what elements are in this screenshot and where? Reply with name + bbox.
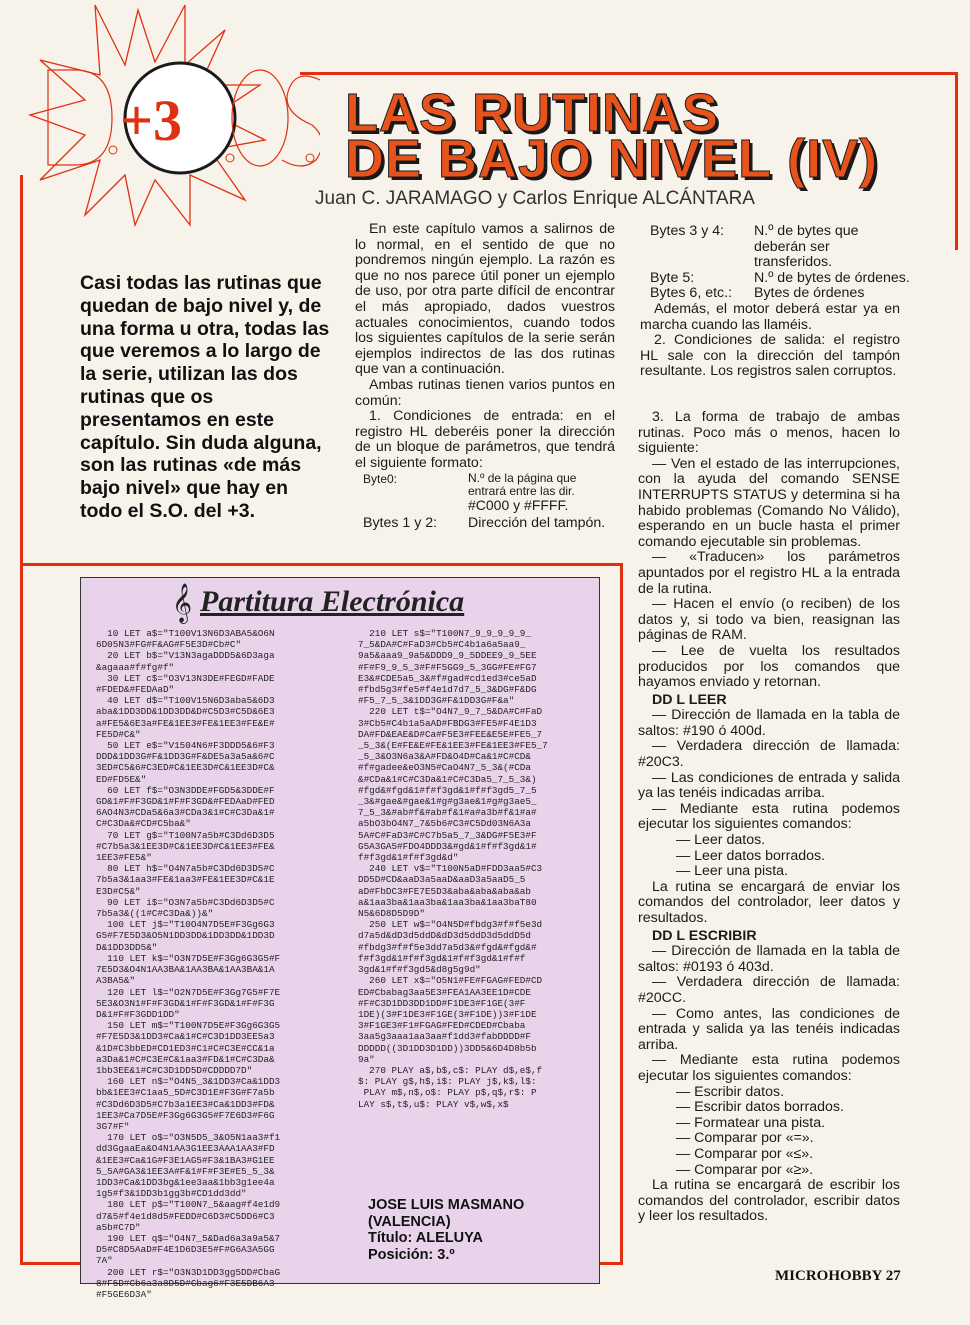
right-paragraph-4: — Ven el estado de las interrupciones, con la ayuda del comando SENSE INTERRUPTS STATUS y determina si ha habido problemas (Comando No Válido), esperando en un bucle hasta el primer comando ejecutable sin problemas.	[638, 455, 900, 550]
param-value	[468, 472, 613, 514]
right-top-paragraph-1: Además, el motor deberá estar ya en marcha cuando las llaméis.	[640, 300, 900, 333]
dos-section-logo	[20, 0, 320, 230]
right-paragraph-17: La rutina se encargará de escribir los comandos del controlador, escribir datos y leer los resultados.	[638, 1177, 900, 1225]
param-value: N.º de bytes que deberán ser transferidos.	[754, 223, 859, 271]
param-key: Bytes 6, etc.:	[650, 285, 733, 302]
right-column-top	[640, 223, 910, 380]
param-key: Bytes 1 y 2:	[363, 515, 438, 531]
right-top-paragraph-2: 2. Condiciones de salida: el registro HL sale con la dirección del tampón resultante. Los registros salen corruptos.	[640, 332, 900, 380]
badge-text: +3	[120, 88, 183, 153]
param-value-text: N.º de la página que entrará entre las dir.	[468, 470, 577, 498]
page-footer	[775, 1268, 901, 1285]
title-line-1: LAS RUTINAS	[345, 83, 719, 143]
right-paragraph-8: — Dirección de llamada en la tabla de saltos: #190 ó 400d.	[638, 707, 900, 739]
param-value: N.º de bytes de órdenes.	[754, 269, 910, 286]
param-value: Bytes de órdenes	[754, 285, 865, 302]
param-key: Byte0:	[363, 471, 398, 486]
frame-box-left	[20, 563, 23, 1265]
listing-credit: JOSE LUIS MASMANO (VALENCIA) Título: ALELUYA Posición: 3.º	[368, 1197, 525, 1263]
right-paragraph-13: — Dirección de llamada en la tabla de saltos: #0193 ó 403d.	[638, 943, 900, 975]
intro-text: Casi todas las rutinas que quedan de bajo nivel y, de una forma u otra, todas las que veremos a lo largo de la serie, utilizan las dos rutinas que os presentamos en este capítulo. Sin duda alguna, son las rutinas «de más bajo nivel» que hay en todo el S.O. del +3.	[80, 272, 330, 522]
right-paragraph-5: — «Traducen» los parámetros apuntados por el registro HL a la entrada de la rutina.	[638, 549, 900, 597]
param-key: Byte 5:	[650, 269, 695, 286]
frame-inner-edge	[620, 563, 623, 1265]
right-paragraph-9: — Verdadera dirección de llamada: #20C3.	[638, 738, 900, 771]
code-listing-right: 210 LET s$="T100N7_9_9_9_9_9_ 7_5&DA#C#FaD3#Cb5#C4b1a6a5aa9_ 9a5&aaa9_9a5&DDD9_9_5DDEE9_9_5EE #F#F9_9_5_3#F#F5GG9_5_3GG#FE#FG7 E3&#CDE5a5_3&#f#gad#cd1ed3#ce5aD #fbd5g3#fe5#f4e1d7d7_5_3&DG#F&DG #F5_7_5_3&1DD3G#F&1DD3G#F&a" 220 LET t$="O4N7_9_7_5&DA#C#FaD 3#Cb5#C4b1a5aAD#FBDG3#FE5#F4E1D3 DA#FD&EAE&D#Ca#F5E3#FEE&E5E#FE5_7 _5_3&(E#FE&E#FE&1EE3#FE&1EE3#FE5_7 _5_3&O3N6a3&A#FD&O4D#Ca&1#C#CD& #f#gadee&eO3N5#CaO4N7_5_3&(#CDa &#CDa&1#C#C3Da&1#C#C3Da5_7_5_3&) #fgd&#fgd&1#f#f3gd&1#f#f3gd5_7_5 _3&#gae&#gae&1#g#g3ae&1#g#g3ae5_ 7_5_3&#ab#f&#ab#f&1#a#a3b#f&1#a# a5bO3bO4N7_7&5b6#C3#C5Dd03N6A3a 5A#C#FaD3#C#C7b5a5_7_3&DG#F5E3#F G5A3GA5#FDO4DDD3&#gd&1#f#f3gd&1# f#f3gd&1#f#f3gd&d" 240 LET v$="T100N5aD#FDD3aa5#C3 DD5D#CD&aaD3a5aaD&aaD3a5aaD5_5 aD#FbDC3#FE7E5D3&aba&aba&aba&ab a&1aa3ba&1aa3ba&1aa3ba&1aa3baT80 N5&6D8D5D9D" 250 LET w$="O4N5D#fbdg3#f#f5e3d d7a5d&dD3d5ddD&dD3d5ddD3d5ddD5d #fbdg3#f#f5e3dd7a5d3&#fgd&#fgd&# f#f3gd&1#f#f3gd&1#f#f3gd&1#f#f 3gd&1#f#f3gd5&d8g5g9d" 260 LET x$="O5N1#FE#FGAG#FED#CD ED#Cbabag3aa5E3#FEA1AA3EE1D#CDE #F#C3D1DD3DD1DD#F1DE3#F1GE(3#F 1DE)(3#F1DE3#F1GE(3#F1DE))3#F1DE 3#F1GE3#F1#FGAG#FED#CDED#Cbaba 3aa5g3aaa1aa3aa#f1dd3#fabDDDD#F DDDDD((3D1DD3D1DD))3DD5&6D4D8b5b 9a" 270 PLAY a$,b$,c$: PLAY d$,e$,f $: PLAY g$,h$,i$: PLAY j$,k$,l$: PLAY m$,n$,o$: PLAY p$,q$,r$: P LAY s$,t$,u$: PLAY v$,w$,x$	[358, 628, 548, 1110]
treble-clef-icon: 𝄞	[172, 583, 193, 623]
mid-paragraph-3: 1. Condiciones de entrada: en el registro HL deberéis poner la dirección de un bloque de parámetros, que tendrá el siguiente formato:	[355, 408, 615, 471]
partitura-title: Partitura Electrónica	[200, 585, 465, 618]
list-item: — Escribir datos.	[676, 1083, 785, 1100]
page-number: 27	[885, 1268, 901, 1284]
right-paragraph-16: — Mediante esta rutina podemos ejecutar los siguientes comandos:	[638, 1052, 900, 1084]
list-item: — Leer una pista.	[676, 863, 788, 880]
list-item: — Formatear una pista.	[676, 1114, 826, 1131]
magazine-name: MICROHOBBY	[775, 1268, 882, 1284]
middle-column	[355, 222, 615, 532]
param-table-2	[650, 224, 910, 302]
mid-paragraph-2: Ambas rutinas tienen varios puntos en común:	[355, 376, 615, 409]
list-item: — Comparar por «=».	[676, 1130, 814, 1147]
param-table-1	[363, 472, 613, 532]
list-item: — Escribir datos borrados.	[676, 1099, 844, 1116]
right-paragraph-11: — Mediante esta rutina podemos ejecutar los siguientes comandos:	[638, 800, 900, 833]
list-item: — Comparar por «≤».	[676, 1145, 814, 1162]
param-value-range: #C000 y #FFFF.	[468, 496, 569, 513]
right-paragraph-12: La rutina se encargará de enviar los comandos del controlador, leer datos y resultados.	[638, 878, 900, 926]
subheading-escribir: DD L ESCRIBIR	[652, 927, 757, 944]
code-listing-left: 10 LET a$="T100V13N6D3ABA5&O6N 6D05N3#FG#F&AG#F5E3D#Cb#C" 20 LET b$="V13N3agaDDD5&6D3aga &agaaa#f#fg#f" 30 LET c$="O3V13N3DE#FEGD#FADE #FDED&#FEDAaD" 40 LET d$="T100V15N6D3aba5&6D3 aba&1DD3DD&1DD3DD&D#C5D3#C5D&6E3 a#FE5&6E3a#FE&1EE3#FE&1EE3#FE&E# FE5D#C&" 50 LET e$="V1504N6#F3DDD5&6#F3 DDD&1DD3G#F&1DD3G#F&DE5a3a5a&6#C 3ED#C5&6#C3ED#C&1EE3D#C&1EE3D#C& ED#FD5E&" 60 LET f$="O3N3DDE#FGD5&3DDE#F GD&1#F#F3GD&1#F#F3GD&#FEDAaD#FED 6AO4N3#CDa5&6a3#CDa3&1#C#C3Da&1# C#C3Da&#CD#C5ba&" 70 LET g$="T100N7a5b#C3Dd6D3D5 #C7b5a3&1EE3D#C&1EE3D#C&1EE3#FE& 1EE3#FE5&" 80 LET h$="O4N7a5b#C3Dd6D3D5#C 7b5a3&1aa3#FE&1aa3#FE&1EE3D#C&1E E3D#C5&" 90 LET i$="O3N7a5b#C3Dd6D3D5#C 7b5a3&((1#C#C3Da&))&" 100 LET j$="T10O4N7D5E#F3Gg6G3 G5#F7E5D3&O5N1DD3DD&1DD3DD&1DD3D D&1DD3DD5&" 110 LET k$="O3N7D5E#F3Gg6G3G5#F 7E5D3&O4N1AA3BA&1AA3BA&1AA3BA&1A A3BA5&" 120 LET l$="O2N7D5E#F3Gg7G5#F7E 5E3&O3N1#F#F3GD&1#F#F3GD&1#F#F3G D&1#F#F3GDD1DD" 150 LET m$="T100N7D5E#F3Gg6G3G5 #F7E5D3&1DD3#Ca&1#C#C3D1DD3EE5a3 &1D#C3bbED#CD1ED3#C1#C#C3E#CC&1a a3Da&1#C#C3E#C&1aa3#FD&1#C#C3Da& 1bb3EE&1#C#C3D1DD5D#CDDDD7D" 160 LET n$="O4N5_3&1DD3#Ca&1DD3 bb&1EE3#C1aa5_5D#C3D1E#F3G#F7a5b #C3Dd6D3D5#C7b3a1EE3#Ca&1DD3#FD& 1EE3#Ca7D5E#F3Gg6G3G5#F7E6D3#F6G 3G7#F" 170 LET o$="O3N5D5_3&O5N1aa3#f1 dd3GgaaEa&O4N1AA3G1EE3AAA1AA3#FD &1EE3#Ca&1G#F3E1AG5#F3&1BA3#G1EE 5_5A#GA3&1EE3A#F&1#F#F3E#E5_5_3& 1DD3#Ca&1DD3bg&1ee3aa&1bb3g1ee4a 1g5#f3&1DD3b1gg3b#CD1dd3dd" 180 LET p$="T100N7_5&aag#f4e1d9 d7&5#f4e1d8d5#FEDD#C6D3#C5DD6#C3 a5b#C7D" 190 LET q$="O4N7_5&Dad6a3a9a5&7 D5#C8D5AaD#F4E1D6D3E5#F#G6A3A5GG 7A" 200 LET r$="O3N3D1DD3gg5DD#CbaG 8#F5D#Cb6a3a8D5D#Cbag6#F3E5DB6A3 #F5GE6D3A"	[96, 628, 281, 1300]
frame-right-edge	[955, 72, 958, 250]
right-paragraph-3: 3. La forma de trabajo de ambas rutinas. Poco más o menos, hacen lo siguiente:	[638, 409, 900, 457]
authors-byline: Juan C. JARAMAGO y Carlos Enrique ALCÁNTARA	[315, 188, 755, 209]
subheading-leer: DD L LEER	[652, 691, 727, 708]
title-line-2: DE BAJO NIVEL (IV)	[345, 129, 879, 189]
right-paragraph-6: — Hacen el envío (o reciben) de los datos y, si todo va bien, reasignan las páginas de RAM.	[638, 596, 900, 644]
frame-left-edge	[20, 175, 23, 565]
list-item: — Leer datos.	[676, 832, 766, 849]
frame-mid-rule	[20, 563, 623, 566]
right-column	[638, 410, 900, 1225]
right-paragraph-15: — Como antes, las condiciones de entrada y salida ya las tenéis indicadas arriba.	[638, 1005, 900, 1053]
right-paragraph-14: — Verdadera dirección de llamada: #20CC.	[638, 974, 900, 1006]
param-key: Bytes 3 y 4:	[650, 223, 725, 239]
list-item: — Comparar por «≥».	[676, 1161, 814, 1178]
mid-paragraph-1: En este capítulo vamos a salirnos de lo normal, en el sentido de que no pondremos ningún ejemplo. La razón es que no nos parece útil poner un ejemplo de uso, por otra parte difícil de encontrar el más apropiado, dados vuestros actuales conocimientos, cuando todos los siguientes capítulos de la serie serán ejemplos indirectos de las dos rutinas que van a continuación.	[355, 221, 615, 378]
right-paragraph-10: — Las condiciones de entrada y salida ya las tenéis indicadas arriba.	[638, 769, 900, 802]
param-value: Dirección del tampón.	[468, 515, 606, 531]
right-paragraph-7: — Lee de vuelta los resultados producidos por los comandos que hayamos enviado y retornan.	[638, 642, 900, 691]
list-item: — Leer datos borrados.	[676, 847, 826, 864]
